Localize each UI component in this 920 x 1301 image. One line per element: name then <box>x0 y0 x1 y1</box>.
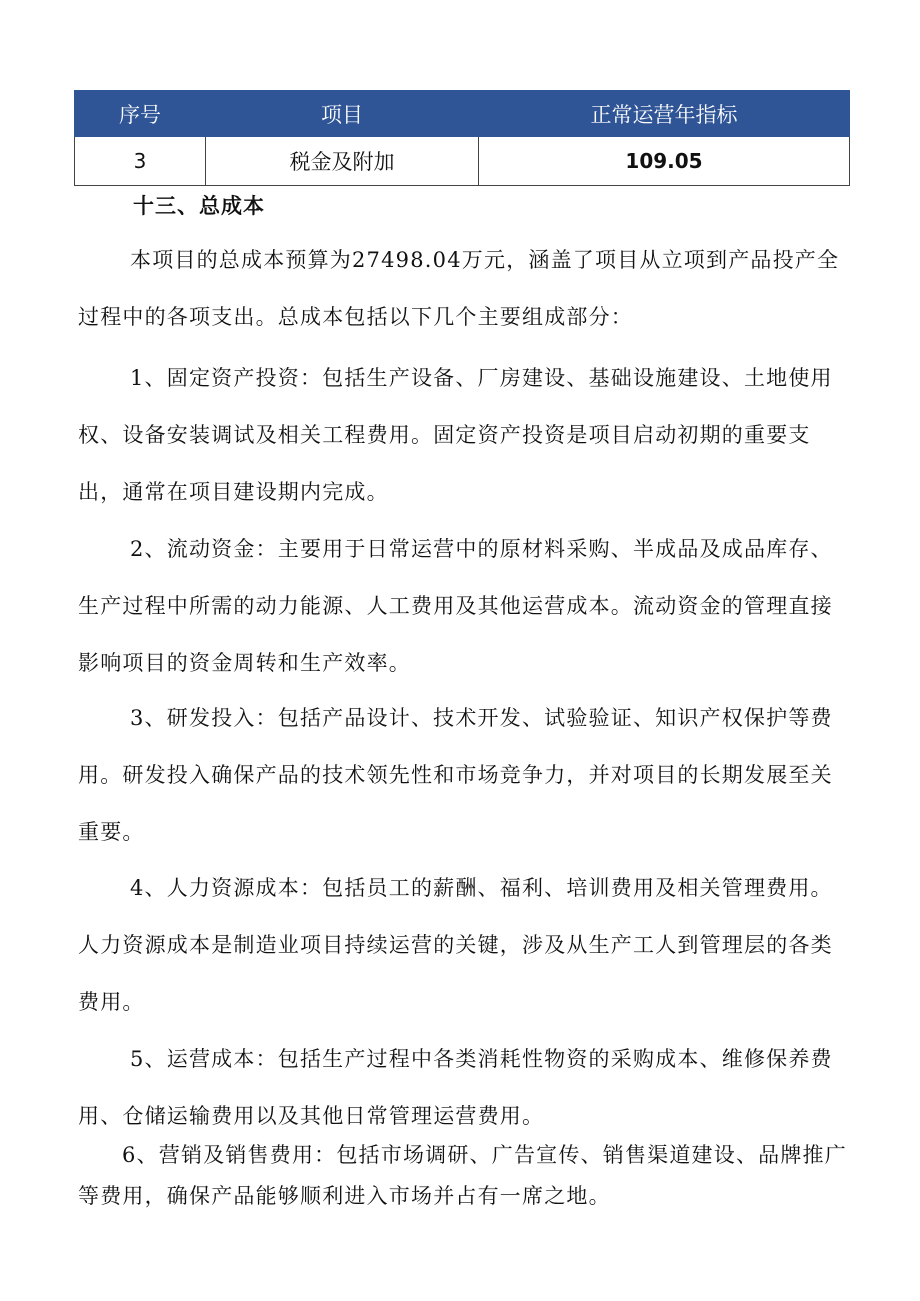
table-header-row <box>75 91 850 137</box>
header-item: 项目 <box>206 91 479 137</box>
paragraph-marketing: 6、营销及销售费用：包括市场调研、广告宣传、销售渠道建设、品牌推广等费用，确保产品能够顺利进入市场并占有一席之地。 <box>78 1143 847 1208</box>
cell-serial: 3 <box>75 137 206 186</box>
paragraph-rnd: 3、研发投入：包括产品设计、技术开发、试验验证、知识产权保护等费用。研发投入确保产品的技术领先性和市场竞争力，并对项目的长期发展至关重要。 <box>78 706 833 844</box>
paragraph-working-capital: 2、流动资金：主要用于日常运营中的原材料采购、半成品及成品库存、生产过程中所需的动力能源、人工费用及其他运营成本。流动资金的管理直接影响项目的资金周转和生产效率。 <box>78 537 833 675</box>
header-indicator: 正常运营年指标 <box>479 91 850 137</box>
cell-value: 109.05 <box>479 137 850 186</box>
table-row <box>75 137 850 186</box>
paragraph-hr: 4、人力资源成本：包括员工的薪酬、福利、培训费用及相关管理费用。人力资源成本是制造业项目持续运营的关键，涉及从生产工人到管理层的各类费用。 <box>78 876 833 1014</box>
cell-item: 税金及附加 <box>206 137 479 186</box>
indicator-table <box>74 90 850 186</box>
paragraph-intro: 本项目的总成本预算为27498.04万元，涵盖了项目从立项到产品投产全过程中的各项支出。总成本包括以下几个主要组成部分： <box>78 248 840 329</box>
paragraph-fixed-assets: 1、固定资产投资：包括生产设备、厂房建设、基础设施建设、土地使用权、设备安装调试及相关工程费用。固定资产投资是项目启动初期的重要支出，通常在项目建设期内完成。 <box>78 366 833 504</box>
paragraph-operating: 5、运营成本：包括生产过程中各类消耗性物资的采购成本、维修保养费用、仓储运输费用以及其他日常管理运营费用。 <box>78 1047 833 1128</box>
header-serial: 序号 <box>75 91 206 137</box>
section-heading: 十三、总成本 <box>133 194 265 218</box>
